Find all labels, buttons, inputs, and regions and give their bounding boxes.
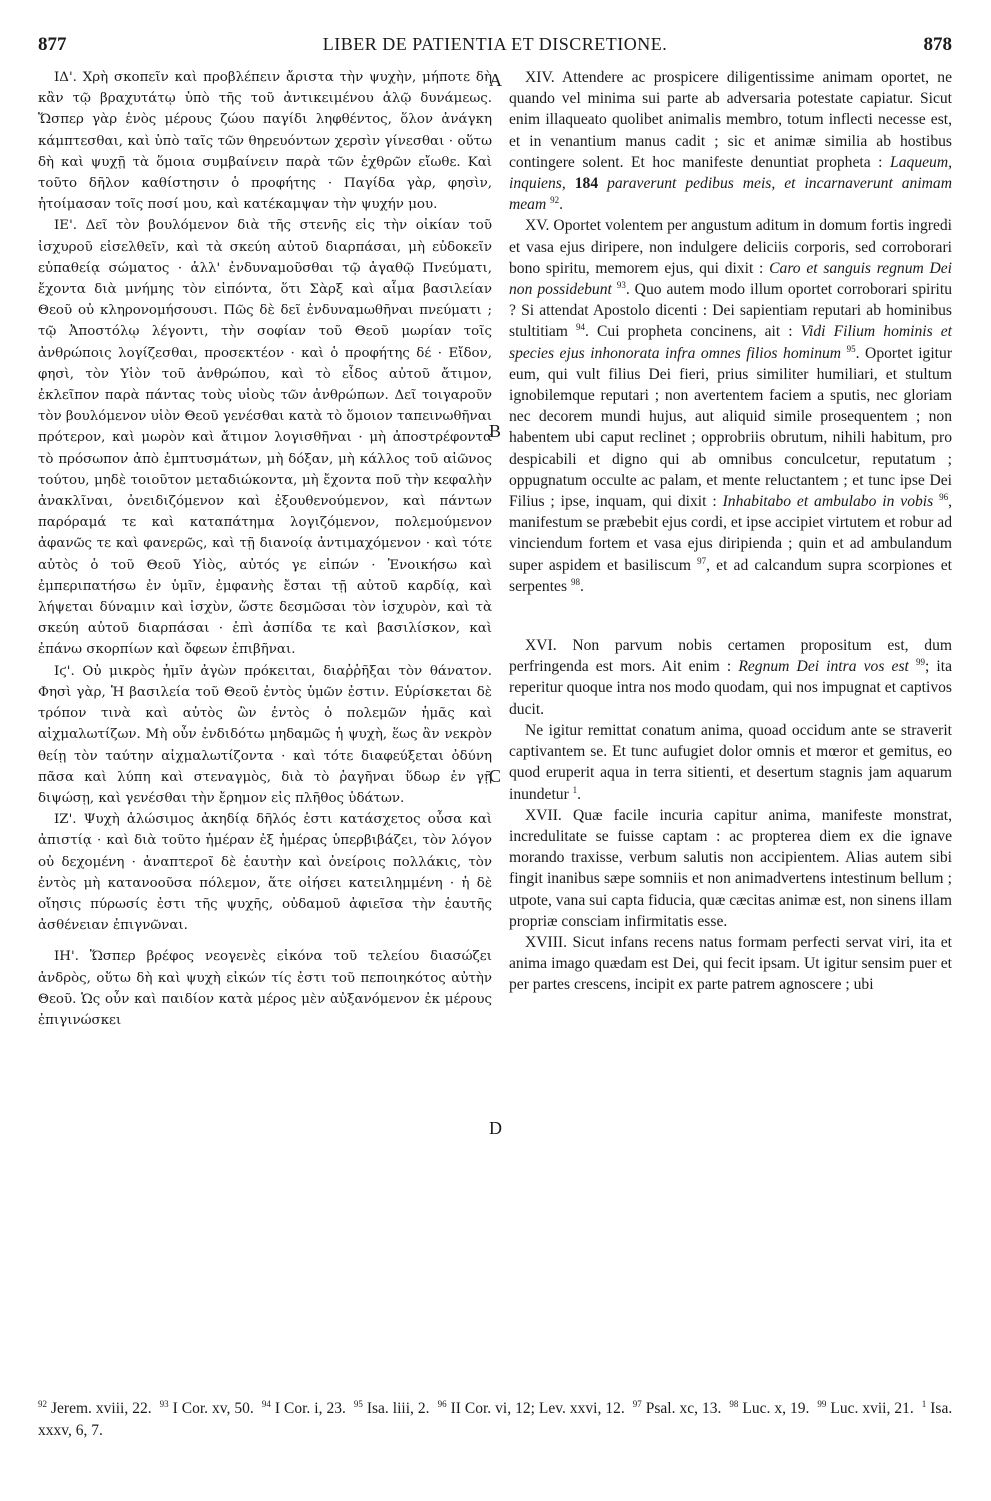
footnote-ref: 96 xyxy=(939,491,949,502)
latin-text: , et ad calcandum supra scorpiones et serpentes xyxy=(509,556,952,595)
footnote-ref: 99 xyxy=(915,657,925,668)
column-number: 184 xyxy=(574,175,599,193)
greek-section-18: ΙΗ'. Ὥσπερ βρέφος νεογενὲς εἰκόνα τοῦ τελείου διασώζει ἀνδρὸς, οὕτω δὴ καὶ ψυχὴ εἰκών τίς ἐστι τοῦ πεποιηκότος αὐτὴν Θεοῦ. Ὡς οὖν καὶ παιδίον κατὰ μέρος μὲν αὐξανόμενον ἐκ μέρους ἐπιγινώσκει xyxy=(38,949,492,1028)
greek-section-14: ΙΔ'. Χρὴ σκοπεῖν καὶ προβλέπειν ἄριστα τὴν ψυχὴν, μήποτε δὴ κἂν τῷ βραχυτάτῳ ὑπὸ τῆς τοῦ ἀντικειμένου ἁλῷ δυνάμεως. Ὥσπερ γὰρ ἑνὸς μέρους ζώου παγίδι ληφθέντος, ὅλον ἀνάγκη κάμπτεσθαι, καὶ ὑπὸ ταῖς τῶν θηρευόντων χερσὶν γίνεσθαι · οὕτω δὴ καὶ ψυχῇ τὰ ὅμοια συμβαίνειν παρὰ τῶν ἐχθρῶν εἴωθε. Καὶ τοῦτο δῆλον καθίστησιν ὁ προφήτης · Παγίδα γὰρ, φησὶν, ἡτοίμασαν τοῖς ποσί μου, καὶ κατέκαμψαν τὴν ψυχήν μου. xyxy=(38,70,492,213)
latin-text: ; ita reperitur quoque intra nos modo quodam, qui nos impugnat et captivos ducit. xyxy=(509,658,952,718)
footnote: $^{97}$ Psal. xc, 13. xyxy=(632,1398,722,1417)
latin-text: . Quo autem modo illum oportet corroborari spiritu ? Si attendat Apostolo dicenti : Dei sapientiam reputari ab hominibus stultitiam xyxy=(509,281,952,341)
footnotes xyxy=(38,1398,952,1442)
latin-text: Ne igitur remittat conatum anima, quoad occidum ante se straverit captivantem se. Et tunc aufugiet dolor omnis et mœror et gemitus, eo quod eruperit aqua in terra sitienti, et desertum stagnis jam aquarum inundetur xyxy=(509,721,952,803)
latin-text: XV. Oportet volentem per angustum aditum in domum fortis ingredi et vasa ejus diripere, non indulgere deliciis corporis, sed corroborari bono spiritu, memorem ejus, qui dixit : xyxy=(509,217,952,277)
footnote-ref: 93 xyxy=(616,279,626,290)
latin-section-17: XVII. Quæ facile incuria capitur anima, manifeste monstrat, incredulitate se fuisse captam : ac propterea diem ex die ignave morando traxisse, verbum salutis non accipientem. Alias autem sibi fingit inanibus sæpe somniis et non animadvertens intestinum bellum ; utpote, vana sui capta fiducia, quæ cæcitas animæ est, non sinens illam propriæ consciam infirmitatis esse. xyxy=(509,806,952,930)
latin-text: , manifestum se præbebit ejus cordi, et ipse accipiet virtutem et robur ad vinciendum fortem et vasa ejus diripienda ; quin et ad ambulandum super aspidem et basiliscum xyxy=(509,493,952,574)
footnote: $^{95}$ Isa. liii, 2. xyxy=(353,1398,430,1417)
latin-section-18: XVIII. Sicut infans recens natus formam perfecti servat viri, ita et anima imago quædam est Dei, qui fecit ipsam. Ut igitur sensim puer et per partes crescens, incipit ex parte patrem agnoscere ; ubi xyxy=(509,933,952,994)
footnote: $^{99}$ Luc. xvii, 21. xyxy=(817,1398,914,1417)
footnote-ref: 97 xyxy=(697,555,707,566)
footnote-ref: 95 xyxy=(846,343,856,354)
bible-quote: Vidi Filium hominis et species ejus inhonorata infra omnes filios hominum xyxy=(509,323,952,362)
bible-quote: Inhabitabo et ambulabo in vobis xyxy=(722,493,934,511)
footnote: $^{98}$ Luc. x, 19. xyxy=(729,1398,810,1417)
bible-quote: paraverunt pedibus meis, et incarnaverunt animam meam xyxy=(509,175,952,214)
margin-marker-d: D xyxy=(489,1118,502,1138)
latin-section-16 xyxy=(509,635,952,720)
bible-quote: Caro et sanguis regnum Dei non possidebunt xyxy=(509,259,952,299)
footnote: $^1$ Isa. xxxv, 6, 7. xyxy=(38,1398,953,1439)
margin-marker-c: C xyxy=(489,766,502,786)
page-number-left: 877 xyxy=(38,34,67,55)
page-header xyxy=(38,34,952,60)
latin-text: . Oportet igitur eum, qui vult filius Dei fieri, prius similiter humiliari, et stultum ignobilemque reputari ; non avertentem faciem a sputis, nec gloriam nec decorem mundi hujus, aut aliquid simile prosequentem ; non habentem ubi caput reclinet ; opprobriis obrutum, nihili habitum, pro despicabili et digno qui ab omnibus conculcetur, reputatum ; oppugnatum occulte ac palam, et mente reluctantem ; et tunc ipse Dei Filius ; ipse, inquam, qui dixit : xyxy=(509,344,953,511)
latin-section-14: XIV. Attendere ac prospicere diligentissime animam oportet, ne quando vel minima sui parte ab adversaria potestate capiatur. Sicut enim illaqueato quolibet animalis membro, totum inflecti necesse est, et in venantium manus cadit ; sic et animæ similia ab hostibus contingere solent. Et hoc manifeste denuntiat propheta : Laqueum, inquiens, 184 paraverunt pedibus meis, et incarnaverunt animam meam $^{92}$. xyxy=(509,69,952,214)
bible-quote: Regnum Dei intra vos est xyxy=(738,658,909,676)
latin-text: XVI. Non parvum nobis certamen propositum est, dum perfringenda est mors. Ait enim : xyxy=(509,637,952,676)
running-title: LIBER DE PATIENTIA ET DISCRETIONE. xyxy=(322,34,668,54)
footnote-ref: 98 xyxy=(570,576,580,587)
latin-text: XIV. Attendere ac prospicere diligentissime animam oportet, ne quando vel minima sui parte ab adversaria potestate capiatur. Sicut enim illaqueato quolibet animalis membro, totum inflecti necesse est, et in venantium manus cadit ; sic et animæ similia ab hostibus contingere solent. Et hoc manifeste denuntiat propheta : xyxy=(509,69,952,171)
footnote: $^{92}$ Jerem. xviii, 22. xyxy=(38,1398,152,1417)
page-number-right: 878 xyxy=(923,34,952,55)
greek-section-15: ΙΕ'. Δεῖ τὸν βουλόμενον διὰ τῆς στενῆς εἰς τὴν οἰκίαν τοῦ ἰσχυροῦ εἰσελθεῖν, καὶ τὰ σκεύη αὐτοῦ διαρπάσαι, μὴ εὐδοκεῖν εὐπαθείᾳ σώματος · ἀλλ' ἐνδυναμοῦσθαι τῷ ἀγαθῷ Πνεύματι, ἔχοντα διὰ μνήμης τὸν εἰπόντα, ὅτι Σὰρξ καὶ αἷμα βασιλείαν Θεοῦ οὐ κληρονομήσουσι. Πῶς δὲ δεῖ ἐνδυναμωθῆναι πνεύματι ; τῷ Ἀποστόλῳ λέγοντι, τὴν σοφίαν τοῦ Θεοῦ μωρίαν τοῖς ἀνθρώποις λογίζεσθαι, προσεκτέον · καὶ ὁ προφήτης δέ · Εἴδον, φησὶ, τὸν Υἱὸν τοῦ ἀνθρώπου, καὶ τὸ εἶδος αὐτοῦ ἄτιμον, ἐκλεῖπον παρὰ πάντας τοὺς υἱοὺς τῶν ἀνθρώπων. Δεῖ τοιγαροῦν τὸν βουλόμενον υἱὸν Θεοῦ γενέσθαι κατὰ τὸ ὅμοιον ταπεινωθῆναι πρότερον, καὶ μωρὸν καὶ ἄτιμον λογισθῆναι · μὴ ἀποστρέφοντα τὸ πρόσωπον ἀπὸ ἐμπτυσμάτων, μὴ δόξαν, μὴ κάλλος τοῦ αἰῶνος τούτου, μηδὲ τοιοῦτον μεταδιώκοντα, μὴ ἔχοντα ποῦ τὴν κεφαλὴν ἀνακλῖναι, ὀνειδιζόμενον καὶ ἐξουθενούμενον, καὶ πάντων παρόραμά τε καὶ καταπάτημα λογιζόμενον, πολεμούμενον ἀφανῶς τε καὶ φανερῶς, καὶ τῇ διανοίᾳ ἀντιμαχόμενον · καὶ τότε αὐτὸς ὁ τοῦ Θεοῦ Υἱὸς, αὐτός γε εἰπών · Ἐνοικήσω καὶ ἐμπεριπατήσω ἐν ὑμῖν, ἐμφανὴς ἔσται τῇ αὐτοῦ καρδίᾳ, καὶ λήψεται δύναμιν καὶ ἰσχὺν, ὥστε δεσμῶσαι τὸν ἰσχυρὸν, καὶ τὰ σκεύη αὐτοῦ διαρπάσαι · ἐπὶ ἀσπίδα τε καὶ βασιλίσκον, καὶ ἐπάνω σκορπίων καὶ ὄφεων ἐπιβῆναι. xyxy=(38,218,492,658)
margin-marker-a: A xyxy=(489,70,502,90)
footnote-ref: 1 xyxy=(572,784,578,795)
footnote: $^{96}$ II Cor. vi, 12; Lev. xxvi, 12. xyxy=(437,1398,625,1417)
greek-column xyxy=(38,67,492,1031)
footnote-ref: 94 xyxy=(576,322,586,333)
margin-marker-b: B xyxy=(489,421,502,441)
latin-column xyxy=(509,67,952,996)
latin-section-15: XV. Oportet volentem per angustum aditum in domum fortis ingredi et vasa ejus diripere, non indulgere deliciis corporis, sed corroborari bono spiritu, memorem ejus, qui dixit : Caro et sanguis regnum Dei non possidebunt $^{93}$. Quo autem modo illum oportet corroborari spiritu ? Si attendat Apostolo dicenti : Dei sapientiam reputari ab hominibus stultitiam $^{94}$. Cui propheta concinens, ait : Vidi Filium hominis et species ejus inhonorata infra omnes filios hominum $^{95}$. Oportet igitur eum, qui vult filius Dei fieri, prius similiter humiliari, et stultum ignobilemque reputari ; non avertentem faciem a sputis, nec gloriam nec decorem mundi hujus, aut aliquid simile prosequentem ; non habentem ubi caput reclinet ; opprobriis obrutum, nihili habitum, pro despicabili et digno qui ab omnibus conculcetur, reputatum ; oppugnatum occulte ac palam, et mente reluctantem ; et tunc ipse Dei Filius ; ipse, inquam, qui dixit : Inhabitabo et ambulabo in vobis $^{96}$, manifestum se præbebit ejus cordi, et ipse accipiet virtutem et robur ad vinciendum fortem et vasa ejus diripienda ; quin et ad ambulandum super aspidem et basiliscum $^{97}$, et ad calcandum supra scorpiones et serpentes $^{98}$. xyxy=(509,217,953,595)
greek-section-17: ΙΖ'. Ψυχὴ ἁλώσιμος ἀκηδίᾳ δῆλός ἐστι κατάσχετος οὖσα καὶ ἀπιστίᾳ · καὶ διὰ τοῦτο ἡμέραν ἐξ ἡμέρας ὑπερβιβάζει, τὸν λόγον οὐ δεχομένη · ἀναπτεροῖ δὲ ἑαυτὴν καὶ ὀνείροις πολλάκις, τὸν ἐντὸς μὴ κατανοοῦσα πόλεμον, ἅτε οἰήσει κατειλημμένη · ἡ δὲ οἴησις πύρωσίς ἐστι τῆς ψυχῆς, οὐδαμοῦ ἀφιεῖσα τὴν ἑαυτῆς ἀσθένειαν ἐπιγνῶναι. xyxy=(38,812,492,934)
latin-text: . Cui propheta concinens, ait : xyxy=(585,323,793,341)
footnote-ref: 92 xyxy=(550,195,560,206)
greek-section-16: Ιϛ'. Οὐ μικρὸς ἡμῖν ἀγὼν πρόκειται, διαῤῥῆξαι τὸν θάνατον. Φησὶ γὰρ, Ἡ βασιλεία τοῦ Θεοῦ ἐντὸς ὑμῶν ἐστιν. Εὑρίσκεται δὲ τρόπον τινὰ καὶ αὐτὸς ὢν ἐντὸς ὁ πολεμῶν ἡμᾶς καὶ αἰχμαλωτίζων. Μὴ οὖν ἐνδιδότω μηδαμῶς ἡ ψυχὴ, ἕως ἂν νεκρὸν θείῃ τὸν ταύτην αἰχμαλωτίζοντα · καὶ τότε διαφεύξεται ὀδύνη πᾶσα καὶ λύπη καὶ στεναγμὸς, διὰ τὸ ῥαγῆναι ὕδωρ ἐν γῇ διψώσῃ, καὶ γενέσθαι τὴν ἔρημον εἰς πλῆθος ὑδάτων. xyxy=(38,663,492,806)
latin-section-16-cont: Ne igitur remittat conatum anima, quoad occidum ante se straverit captivantem se. Et tunc aufugiet dolor omnis et mœror et gemitus, eo quod eruperit aqua in terra sitienti, et desertum stagnis jam aquarum inundetur $^1$. xyxy=(509,721,952,803)
bible-quote: Laqueum, inquiens, xyxy=(509,153,952,193)
footnote: $^{94}$ I Cor. i, 23. xyxy=(261,1398,346,1417)
footnote: $^{93}$ I Cor. xv, 50. xyxy=(159,1398,254,1417)
